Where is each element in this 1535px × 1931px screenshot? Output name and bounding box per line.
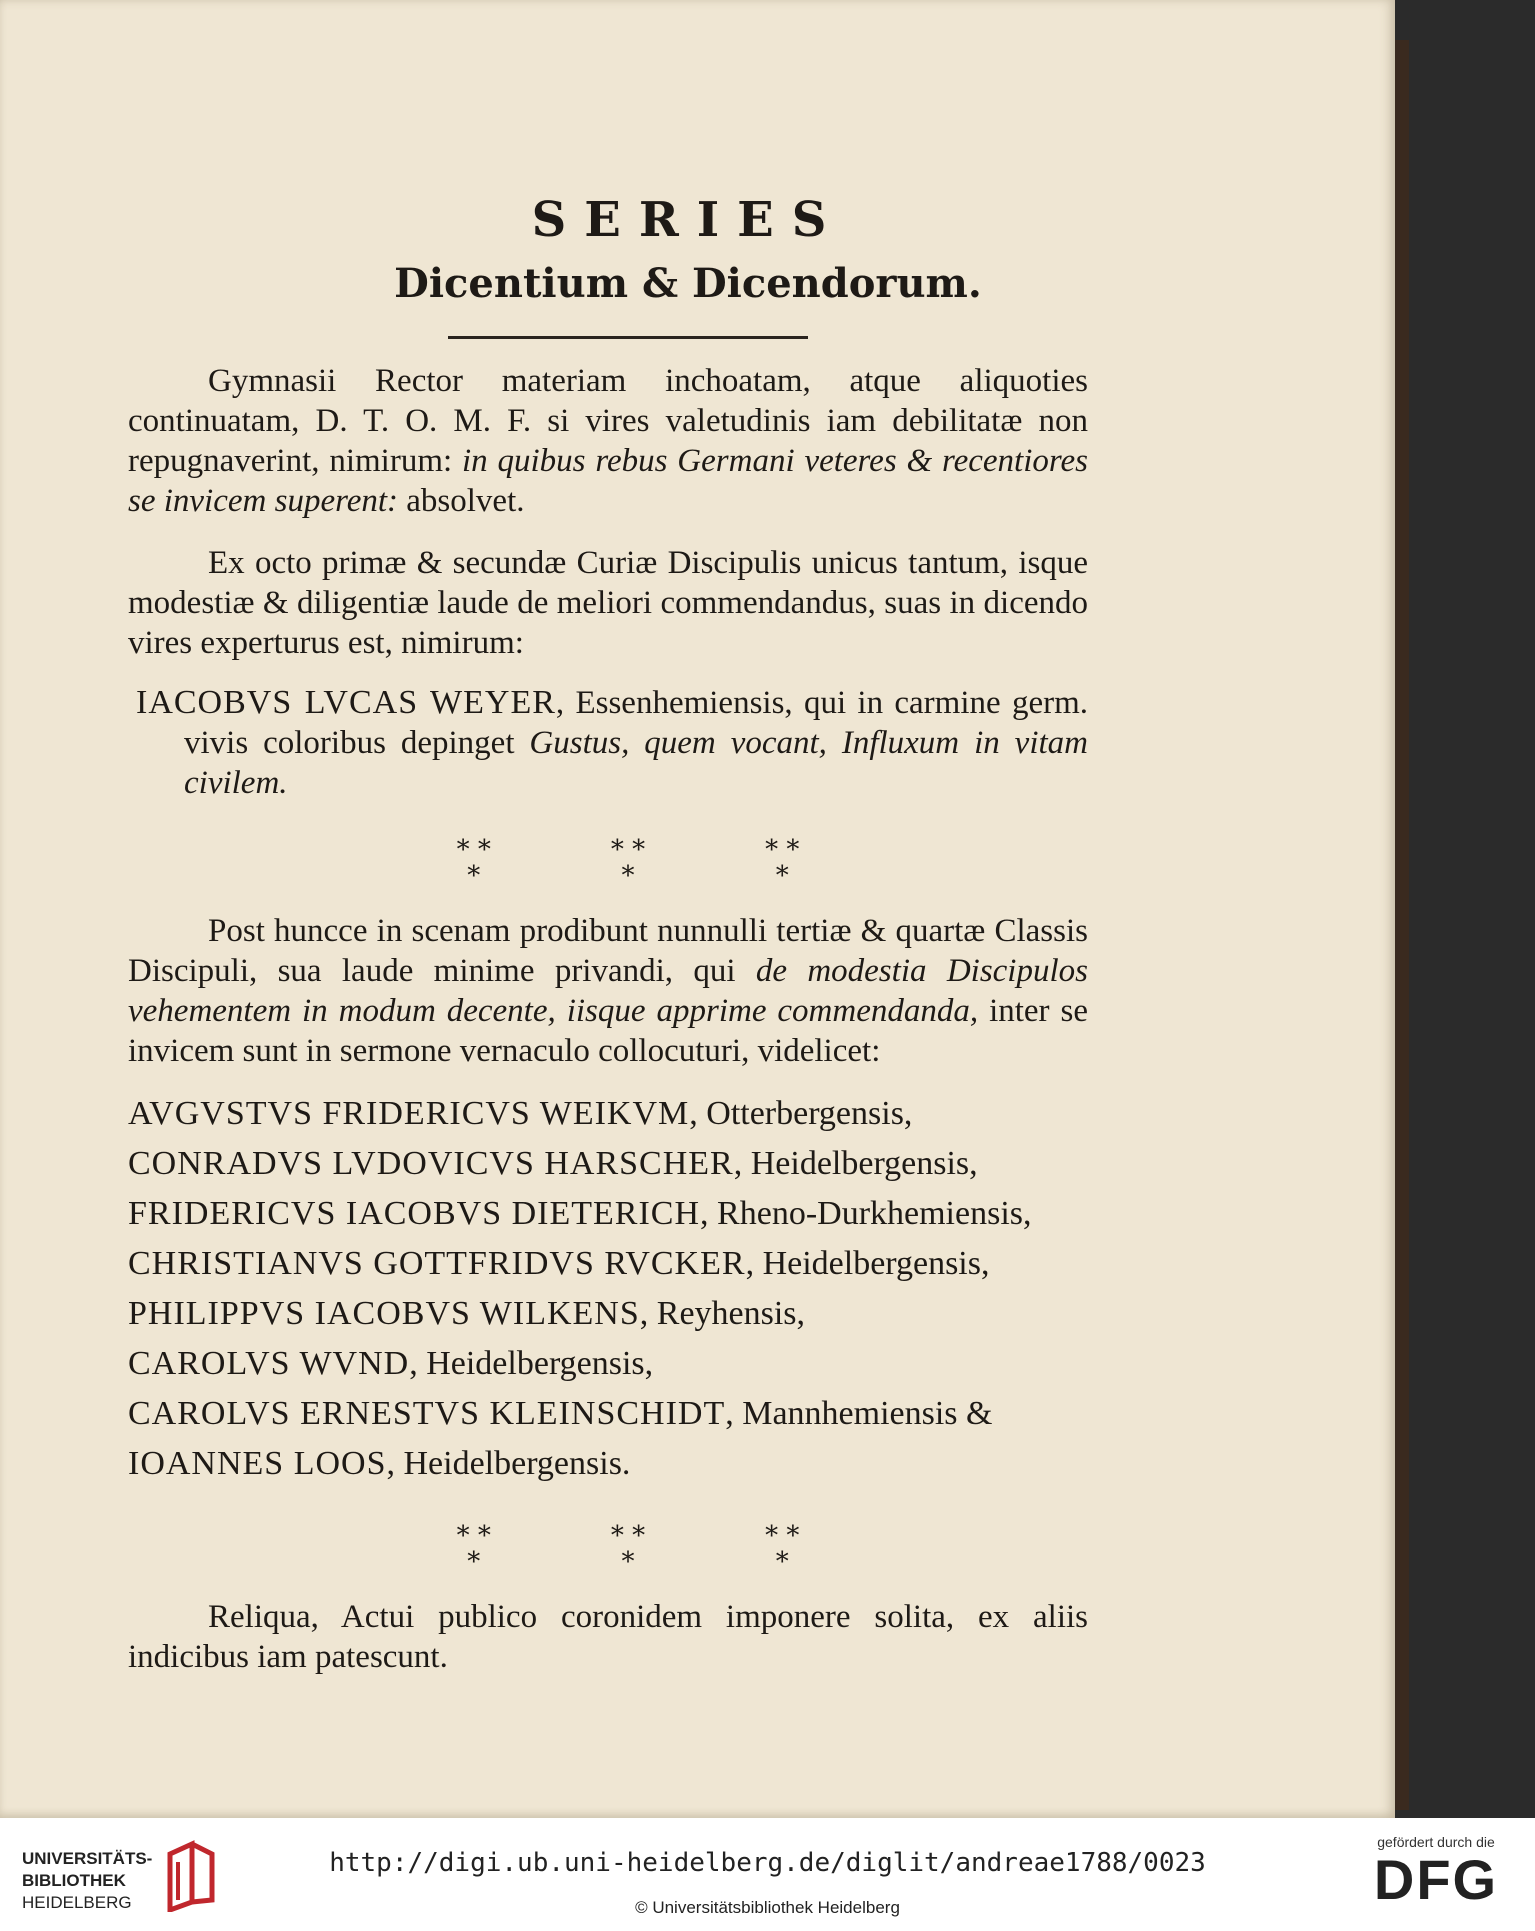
speaker-origin: , Heidelbergensis, (745, 1245, 990, 1282)
speaker-name: CONRADVS LVDOVICVS HARSCHER (128, 1145, 734, 1182)
speaker-name: PHILIPPVS IACOBVS WILKENS (128, 1295, 640, 1332)
document-title: SERIES (531, 192, 845, 248)
entry-weyer-italic: Gustus, quem vocant, Influxum in vitam civilem. (184, 725, 1088, 801)
paragraph-dialogue-text-a: Post huncce in scenam prodibunt nunnulli tertiæ & quartæ Classis Discipuli, sua laude minime privandi, qui (128, 913, 1088, 989)
speaker-origin: , Rheno-Durkhemiensis, (700, 1195, 1032, 1232)
speaker-name: CAROLVS WVND (128, 1345, 410, 1382)
speaker-name: IOANNES LOOS (128, 1445, 387, 1482)
speaker-name: CHRISTIANVS GOTTFRIDVS RVCKER (128, 1245, 746, 1282)
speaker-item (128, 1239, 1088, 1289)
library-name-line: BIBLIOTHEK (22, 1871, 126, 1890)
entry-weyer-name: IACOBVS LVCAS WEYER (136, 684, 556, 721)
asterism: * * * (456, 1521, 491, 1577)
paragraph-rector-text-b: absolvet. (398, 483, 525, 519)
paragraph-closing: Reliqua, Actui publico coronidem imponere solita, ex aliis indicibus iam patescunt. (128, 1599, 1088, 1675)
speaker-item (128, 1339, 1088, 1389)
asterism: * * * (765, 1521, 800, 1577)
permalink-url[interactable]: http://digi.ub.uni-heidelberg.de/diglit/andreae1788/0023 (329, 1848, 1206, 1878)
speaker-list (128, 1089, 1088, 1489)
asterism: * * * (610, 835, 646, 891)
speaker-name: AVGVSTVS FRIDERICVS WEIKVM (128, 1095, 690, 1132)
speaker-origin: , Heidelbergensis. (386, 1445, 631, 1482)
page-content (128, 190, 1088, 1677)
entry-weyer (136, 683, 1088, 803)
paragraph-dialogue-text-b: inter se invicem sunt in sermone vernaculo collocuturi, videlicet: (128, 993, 1088, 1069)
copyright-notice: © Universitätsbibliothek Heidelberg (635, 1898, 900, 1917)
speaker-origin: , Reyhensis, (639, 1295, 806, 1332)
viewer-footer (0, 1818, 1535, 1931)
paragraph-rector (128, 361, 1088, 521)
asterism-divider (128, 1523, 1088, 1575)
speaker-name: FRIDERICVS IACOBVS DIETERICH (128, 1195, 701, 1232)
speaker-name: CAROLVS ERNESTVS KLEINSCHIDT (128, 1395, 726, 1432)
speaker-origin: , Mannhemiensis & (725, 1395, 993, 1432)
asterism: * * * (765, 835, 800, 891)
funder-block (1361, 1834, 1511, 1910)
asterism-divider (128, 837, 1088, 889)
speaker-item (128, 1089, 1088, 1139)
speaker-item (128, 1189, 1088, 1239)
asterism: * * * (610, 1521, 646, 1577)
library-name-line: UNIVERSITÄTS- (22, 1849, 153, 1868)
paragraph-dialogue (128, 911, 1088, 1071)
funder-caption: gefördert durch die (1377, 1834, 1495, 1850)
paragraph-rector-italic: in quibus rebus Germani veteres & recentiores se invicem superent: (128, 443, 1089, 519)
dfg-logo[interactable]: DFG (1373, 1848, 1499, 1911)
paragraph-dialogue-italic: de modestia Discipulos vehementem in modum decente, iisque apprime commendanda, (128, 953, 1088, 1029)
document-subtitle: Dicentium & Dicendorum. (394, 260, 982, 307)
asterism: * * * (456, 835, 491, 891)
library-name-line: HEIDELBERG (22, 1893, 132, 1912)
speaker-item (128, 1389, 1088, 1439)
speaker-origin: , Heidelbergensis, (733, 1145, 978, 1182)
paragraph-students: Ex octo primæ & secundæ Curiæ Discipulis unicus tantum, isque modestiæ & diligentiæ laude de meliori commendandus, suas in dicendo vires experturus est, nimirum: (128, 545, 1088, 661)
speaker-item (128, 1289, 1088, 1339)
speaker-origin: , Otterbergensis, (689, 1095, 913, 1132)
speaker-item (128, 1139, 1088, 1189)
speaker-origin: , Heidelbergensis, (409, 1345, 654, 1382)
entry-weyer-text: , Essenhemiensis, qui in carmine germ. vivis coloribus depinget (184, 685, 1088, 761)
title-divider (448, 336, 808, 339)
speaker-item (128, 1439, 1088, 1489)
paragraph-rector-text-a: Gymnasii Rector materiam inchoatam, atque aliquoties continuatam, D. T. O. M. F. si vires valetudinis iam debilitatæ non repugnaverint, nimirum: (128, 363, 1088, 479)
